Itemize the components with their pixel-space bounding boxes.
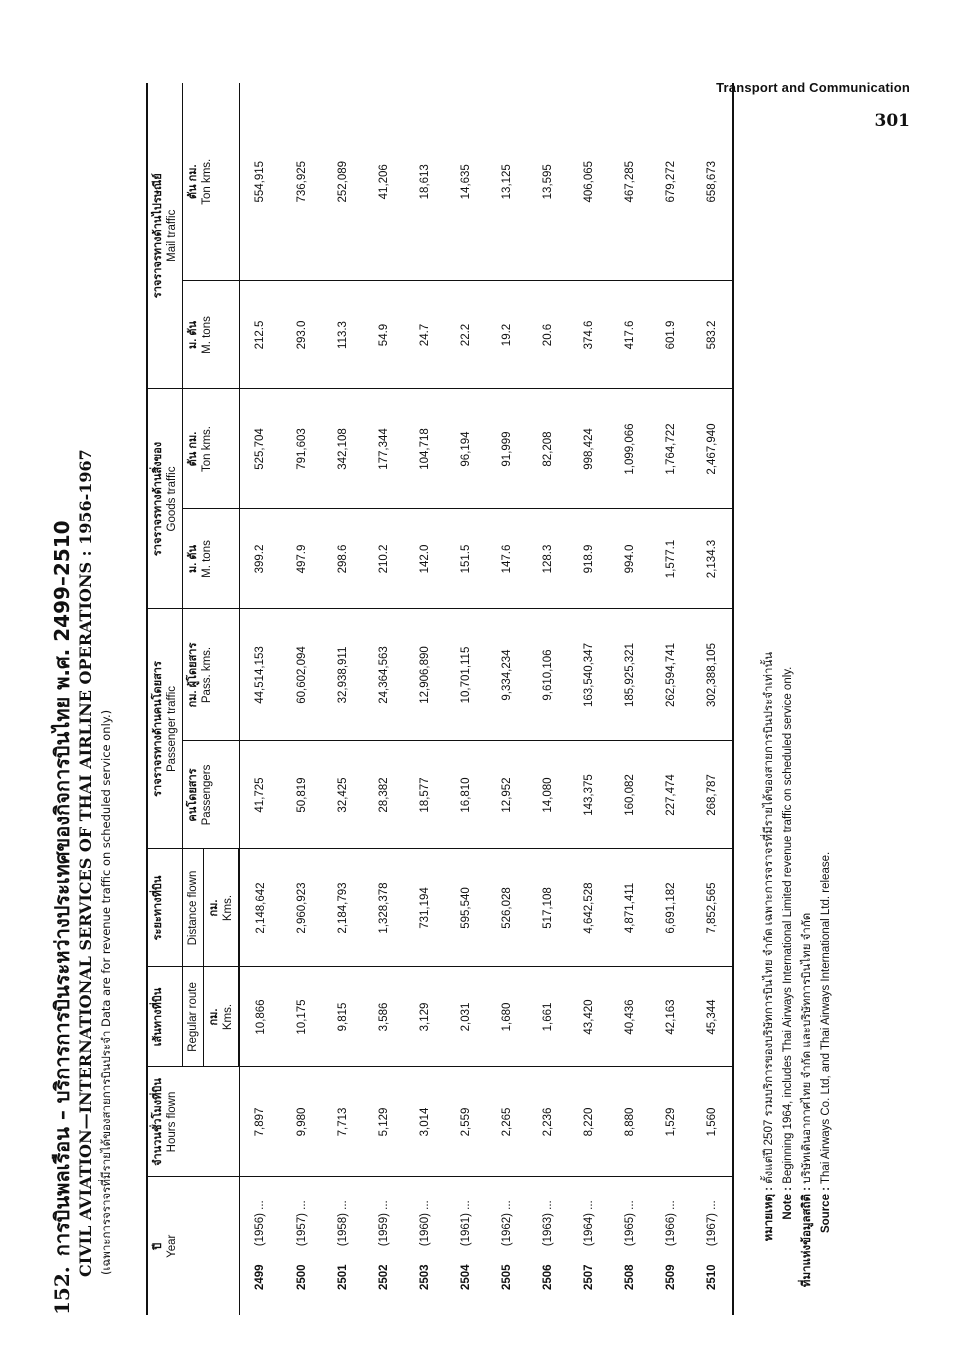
cell-route-kms: 45,344 (691, 967, 733, 1067)
cell-passengers: 28,382 (363, 741, 404, 849)
table-row (568, 83, 609, 1315)
year-ce: (1960) ... (418, 1200, 431, 1247)
year-ce: (1964) ... (582, 1200, 595, 1247)
cell-year (239, 1177, 281, 1315)
col-goods-tonkms: ตัน กม. Ton kms. (183, 389, 240, 509)
year-ce: (1957) ... (295, 1200, 308, 1247)
cell-hours-flown: 8,880 (609, 1067, 650, 1177)
cell-goods-ton-kms: 342,108 (322, 389, 363, 509)
note-text: Thai Airways Co. Ltd, and Thai Airways International Ltd. release. (820, 851, 832, 1184)
table-row (650, 83, 691, 1315)
table-row (527, 83, 568, 1315)
cell-pass-kms: 9,610,106 (527, 609, 568, 741)
cell-pass-kms: 44,514,153 (239, 609, 281, 741)
cell-passengers: 268,787 (691, 741, 733, 849)
cell-year (363, 1177, 404, 1315)
cell-mail-ton-kms: 658,673 (691, 83, 733, 281)
cell-route-kms: 2,031 (445, 967, 486, 1067)
cell-year (322, 1177, 363, 1315)
table-row (322, 83, 363, 1315)
cell-hours-flown: 2,265 (486, 1067, 527, 1177)
cell-passengers: 160,082 (609, 741, 650, 849)
cell-route-kms: 40,436 (609, 967, 650, 1067)
cell-distance-kms: 595,540 (445, 849, 486, 967)
cell-distance-kms: 1,328,378 (363, 849, 404, 967)
year-thai: 2499 (254, 1264, 267, 1291)
cell-hours-flown: 5,129 (363, 1067, 404, 1177)
cell-mail-ton-kms: 13,595 (527, 83, 568, 281)
cell-year (486, 1177, 527, 1315)
year-thai: 2502 (377, 1264, 390, 1291)
cell-mail-tons: 417.6 (609, 281, 650, 389)
cell-goods-ton-kms: 104,718 (404, 389, 445, 509)
cell-distance-kms: 517,108 (527, 849, 568, 967)
table-number: 152. (50, 1266, 74, 1315)
year-ce: (1962) ... (500, 1200, 513, 1247)
year-thai: 2504 (459, 1264, 472, 1291)
cell-goods-tons: 151.5 (445, 509, 486, 609)
cell-mail-tons: 22.2 (445, 281, 486, 389)
note-line (779, 652, 798, 1315)
cell-passengers: 50,819 (281, 741, 322, 849)
section-title: Transport and Communication (716, 80, 910, 95)
note-text: บริษัทเดินอากาศไทย จำกัด และบริษัทการบินไทย จำกัด (801, 912, 813, 1184)
cell-pass-kms: 9,334,234 (486, 609, 527, 741)
cell-pass-kms: 262,594,741 (650, 609, 691, 741)
year-ce: (1963) ... (541, 1200, 554, 1247)
cell-mail-tons: 24.7 (404, 281, 445, 389)
cell-mail-ton-kms: 554,915 (239, 83, 281, 281)
year-thai: 2507 (582, 1264, 595, 1291)
notes-section (760, 652, 836, 1315)
cell-pass-kms: 32,938,911 (322, 609, 363, 741)
cell-goods-ton-kms: 791,603 (281, 389, 322, 509)
cell-mail-tons: 374.6 (568, 281, 609, 389)
year-thai: 2510 (705, 1264, 718, 1291)
year-thai: 2506 (541, 1264, 554, 1291)
cell-hours-flown: 7,897 (239, 1067, 281, 1177)
table-subtitle: (เฉพาะการจราจรที่มีรายได้ของสายการบินประจำ Data are for revenue traffic on scheduled service only.) (99, 709, 113, 1275)
cell-goods-tons: 142.0 (404, 509, 445, 609)
cell-goods-tons: 1,577.1 (650, 509, 691, 609)
col-goods-group: ราจราจรทางด้านสิ่งของ Goods traffic (147, 389, 183, 609)
cell-mail-tons: 19.2 (486, 281, 527, 389)
note-line (817, 652, 836, 1315)
note-label: Note : (782, 1187, 794, 1220)
table-row (363, 83, 404, 1315)
cell-passengers: 16,810 (445, 741, 486, 849)
col-year: ปี Year (147, 1177, 239, 1315)
cell-mail-tons: 212.5 (239, 281, 281, 389)
cell-goods-tons: 147.6 (486, 509, 527, 609)
cell-route-kms: 3,586 (363, 967, 404, 1067)
note-line (760, 652, 779, 1315)
cell-mail-ton-kms: 467,285 (609, 83, 650, 281)
cell-year (404, 1177, 445, 1315)
table-title-thai (50, 83, 74, 1315)
col-passengers: คนโดยสาร Passengers (183, 741, 240, 849)
cell-pass-kms: 60,602,094 (281, 609, 322, 741)
rotated-table-page (50, 83, 910, 1315)
col-route-group: เส้นทางที่บิน (147, 967, 183, 1067)
year-ce: (1966) ... (664, 1200, 677, 1247)
table-row (691, 83, 733, 1315)
cell-distance-kms: 2,960,923 (281, 849, 322, 967)
cell-hours-flown: 8,220 (568, 1067, 609, 1177)
col-route-kms: กม. Kms. (204, 967, 240, 1067)
note-label: ที่มาแห่งข้อมูลสถิติ : (801, 1187, 813, 1288)
year-thai: 2501 (336, 1264, 349, 1291)
cell-pass-kms: 185,925,321 (609, 609, 650, 741)
page-number: 301 (874, 111, 910, 131)
cell-mail-ton-kms: 18,613 (404, 83, 445, 281)
cell-distance-kms: 2,148,642 (239, 849, 281, 967)
cell-mail-ton-kms: 252,089 (322, 83, 363, 281)
cell-hours-flown: 2,559 (445, 1067, 486, 1177)
cell-route-kms: 3,129 (404, 967, 445, 1067)
year-thai: 2500 (295, 1264, 308, 1291)
cell-mail-tons: 54.9 (363, 281, 404, 389)
year-ce: (1959) ... (377, 1200, 390, 1247)
cell-passengers: 14,080 (527, 741, 568, 849)
note-line (798, 652, 817, 1315)
year-thai: 2508 (623, 1264, 636, 1291)
cell-year (445, 1177, 486, 1315)
year-thai: 2505 (500, 1264, 513, 1291)
year-thai: 2509 (664, 1264, 677, 1291)
table-row (445, 83, 486, 1315)
cell-hours-flown: 9,980 (281, 1067, 322, 1177)
cell-route-kms: 1,680 (486, 967, 527, 1067)
cell-distance-kms: 2,184,793 (322, 849, 363, 967)
cell-mail-tons: 293.0 (281, 281, 322, 389)
cell-year (650, 1177, 691, 1315)
cell-route-kms: 10,866 (239, 967, 281, 1067)
cell-passengers: 143,375 (568, 741, 609, 849)
table-row (281, 83, 322, 1315)
col-distance-en: Distance flown (183, 849, 204, 967)
cell-passengers: 12,952 (486, 741, 527, 849)
cell-goods-tons: 2,134.3 (691, 509, 733, 609)
cell-mail-tons: 583.2 (691, 281, 733, 389)
cell-mail-ton-kms: 13,125 (486, 83, 527, 281)
cell-mail-ton-kms: 406,065 (568, 83, 609, 281)
cell-route-kms: 43,420 (568, 967, 609, 1067)
cell-pass-kms: 12,906,890 (404, 609, 445, 741)
cell-pass-kms: 302,388,105 (691, 609, 733, 741)
cell-route-kms: 1,661 (527, 967, 568, 1067)
cell-goods-tons: 210.2 (363, 509, 404, 609)
cell-mail-tons: 601.9 (650, 281, 691, 389)
table-row (486, 83, 527, 1315)
cell-pass-kms: 24,364,563 (363, 609, 404, 741)
cell-mail-ton-kms: 736,925 (281, 83, 322, 281)
cell-mail-ton-kms: 679,272 (650, 83, 691, 281)
cell-distance-kms: 526,028 (486, 849, 527, 967)
cell-goods-ton-kms: 177,344 (363, 389, 404, 509)
cell-mail-tons: 20.6 (527, 281, 568, 389)
cell-distance-kms: 4,642,528 (568, 849, 609, 967)
cell-passengers: 227,474 (650, 741, 691, 849)
cell-mail-ton-kms: 41,206 (363, 83, 404, 281)
aviation-table (146, 83, 734, 1315)
year-thai: 2503 (418, 1264, 431, 1291)
cell-hours-flown: 1,560 (691, 1067, 733, 1177)
col-hours: จำนวนชั่วโมงที่บิน Hours flown (147, 1067, 239, 1177)
cell-goods-tons: 994.0 (609, 509, 650, 609)
table-body (239, 83, 733, 1315)
col-distance-group: ระยะทางที่บิน (147, 849, 183, 967)
cell-hours-flown: 2,236 (527, 1067, 568, 1177)
table-row (609, 83, 650, 1315)
year-ce: (1965) ... (623, 1200, 636, 1247)
year-ce: (1967) ... (705, 1200, 718, 1247)
cell-year (568, 1177, 609, 1315)
table-row (239, 83, 281, 1315)
note-text: Beginning 1964, includes Thai Airways International Limited revenue traffic on scheduled service only. (782, 666, 794, 1184)
note-label: หมายเหตุ : (763, 1187, 775, 1242)
cell-goods-tons: 128.3 (527, 509, 568, 609)
table-row (404, 83, 445, 1315)
year-ce: (1958) ... (336, 1200, 349, 1247)
col-mail-group: ราจราจรทางด้านไปรษณีย์ Mail traffic (147, 83, 183, 389)
cell-goods-ton-kms: 1,764,722 (650, 389, 691, 509)
year-ce: (1961) ... (459, 1200, 472, 1247)
title-thai-text: การบินพลเรือน – บริการการบินระหว่างประเทศของกิจการบินไทย พ.ศ. 2499–2510 (50, 520, 74, 1257)
col-goods-tons: ม. ตัน M. tons (183, 509, 240, 609)
cell-goods-ton-kms: 91,999 (486, 389, 527, 509)
cell-goods-ton-kms: 1,099,066 (609, 389, 650, 509)
cell-goods-ton-kms: 82,208 (527, 389, 568, 509)
cell-distance-kms: 4,871,411 (609, 849, 650, 967)
cell-goods-ton-kms: 96,194 (445, 389, 486, 509)
col-passenger-group: ราจราจรทางด้านคนโดยสาร Passenger traffic (147, 609, 183, 849)
cell-passengers: 32,425 (322, 741, 363, 849)
col-route-en: Regular route (183, 967, 204, 1067)
cell-pass-kms: 163,540,347 (568, 609, 609, 741)
cell-goods-ton-kms: 2,467,940 (691, 389, 733, 509)
cell-passengers: 41,725 (239, 741, 281, 849)
cell-year (609, 1177, 650, 1315)
cell-distance-kms: 7,852,565 (691, 849, 733, 967)
cell-pass-kms: 10,701,115 (445, 609, 486, 741)
cell-goods-ton-kms: 998,424 (568, 389, 609, 509)
cell-year (527, 1177, 568, 1315)
col-mail-tonkms: ตัน กม. Ton kms. (183, 83, 240, 281)
table-title-english: CIVIL AVIATION—INTERNATIONAL SERVICES OF THAI AIRLINE OPERATIONS : 1956-1967 (76, 449, 95, 1277)
cell-route-kms: 42,163 (650, 967, 691, 1067)
year-ce: (1956) ... (254, 1200, 267, 1247)
cell-distance-kms: 6,691,182 (650, 849, 691, 967)
cell-hours-flown: 1,529 (650, 1067, 691, 1177)
cell-route-kms: 9,815 (322, 967, 363, 1067)
cell-mail-ton-kms: 14,635 (445, 83, 486, 281)
cell-hours-flown: 3,014 (404, 1067, 445, 1177)
cell-hours-flown: 7,713 (322, 1067, 363, 1177)
cell-route-kms: 10,175 (281, 967, 322, 1067)
note-text: ตั้งแต่ปี 2507 รวมบริการของบริษัทการบินไทย จำกัด เฉพาะการจราจรที่มีรายได้ของสายการบินประจำเท่านั้น (763, 651, 775, 1184)
col-mail-tons: ม. ตัน M. tons (183, 281, 240, 389)
cell-year (691, 1177, 733, 1315)
cell-passengers: 18,577 (404, 741, 445, 849)
cell-goods-tons: 497.9 (281, 509, 322, 609)
note-label: Source : (820, 1187, 832, 1234)
cell-goods-tons: 298.6 (322, 509, 363, 609)
cell-distance-kms: 731,194 (404, 849, 445, 967)
cell-goods-ton-kms: 525,704 (239, 389, 281, 509)
cell-mail-tons: 113.3 (322, 281, 363, 389)
cell-year (281, 1177, 322, 1315)
col-distance-kms: กม. Kms. (204, 849, 240, 967)
col-pass-kms: กม. ผู้โดยสาร Pass. kms. (183, 609, 240, 741)
cell-goods-tons: 399.2 (239, 509, 281, 609)
cell-goods-tons: 918.9 (568, 509, 609, 609)
